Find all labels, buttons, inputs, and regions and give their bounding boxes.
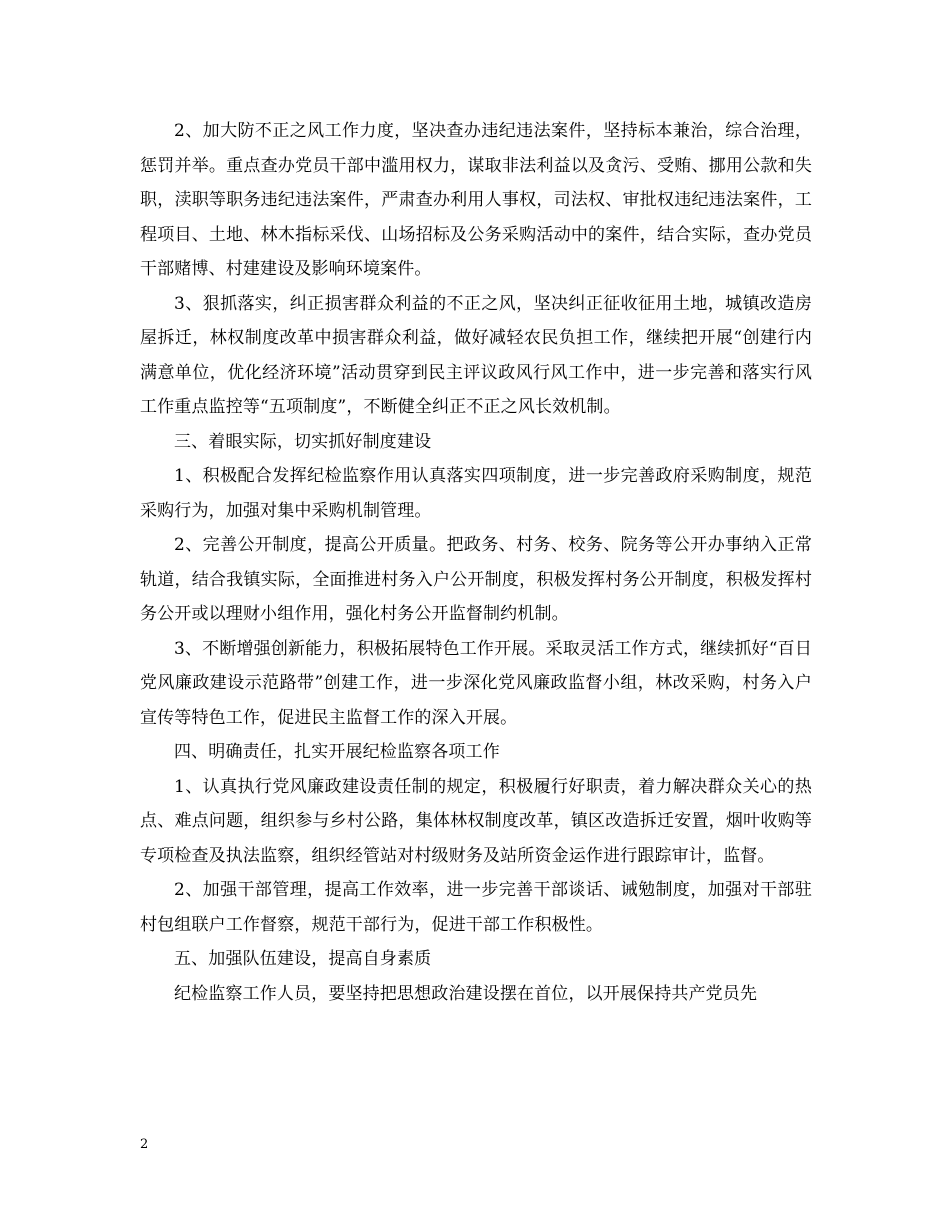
paragraph-responsibility-system: 1、认真执行党风廉政建设责任制的规定，积极履行好职责，着力解决群众关心的热点、难点问题，组织参与乡村公路，集体林权制度改革，镇区改造拆迁安置，烟叶收购等专项检查及执法监察，组织经管站对村级财务及站所资金运作进行跟踪审计，监督。 — [140, 776, 812, 866]
paragraph-correct-unhealthy-practices: 3、狠抓落实，纠正损害群众利益的不正之风，坚决纠正征收征用土地，城镇改造房屋拆迁，林权制度改革中损害群众利益，做好减轻农民负担工作，继续把开展“创建行内满意单位，优化经济环境”活动贯穿到民主评议政风行风工作中，进一步完善和落实行风工作重点监控等“五项制度”，不断健全纠正不正之风长效机制。 — [140, 293, 812, 417]
paragraph-disclosure-system: 2、完善公开制度，提高公开质量。把政务、村务、校务、院务等公开办事纳入正常轨道，结合我镇实际，全面推进村务入户公开制度，积极发挥村务公开制度，积极发挥村务公开或以理财小组作用，强化村务公开监督制约机制。 — [140, 535, 812, 624]
section-heading-responsibilities: 四、明确责任，扎实开展纪检监察各项工作 — [174, 742, 500, 762]
paragraph-anti-corruption-cases: 2、加大防不正之风工作力度，坚决查办违纪违法案件，坚持标本兼治，综合治理，惩罚并举。重点查办党员干部中滥用权力，谋取非法利益以及贪污、受贿、挪用公款和失职，渎职等职务违纪违法案件，严肃查办利用人事权，司法权、审批权违纪违法案件，工程项目、土地、林木指标采伐、山场招标及公务采购活动中的案件，结合实际，查办党员干部赌博、村建建设及影响环境案件。 — [140, 121, 812, 279]
page-number: 2 — [140, 1137, 149, 1152]
paragraph-procurement-system: 1、积极配合发挥纪检监察作用认真落实四项制度，进一步完善政府采购制度，规范采购行为，加强对集中采购机制管理。 — [140, 466, 812, 521]
section-heading-team-building: 五、加强队伍建设，提高自身素质 — [174, 949, 432, 969]
paragraph-cadre-management: 2、加强干部管理，提高工作效率，进一步完善干部谈话、诫勉制度，加强对干部驻村包组联户工作督察，规范干部行为，促进干部工作积极性。 — [140, 880, 812, 935]
section-heading-system-building: 三、着眼实际，切实抓好制度建设 — [174, 431, 432, 452]
paragraph-innovation-capacity: 3、不断增强创新能力，积极拓展特色工作开展。采取灵活工作方式，继续抓好“百日党风廉政建设示范路带”创建工作，进一步深化党风廉政监督小组，林改采购，村务入户宣传等特色工作，促进民主监督工作的深入开展。 — [140, 638, 812, 728]
document-body — [140, 114, 812, 1011]
paragraph-staff-requirements: 纪检监察工作人员，要坚持把思想政治建设摆在首位，以开展保持共产党员先 — [174, 983, 758, 1004]
